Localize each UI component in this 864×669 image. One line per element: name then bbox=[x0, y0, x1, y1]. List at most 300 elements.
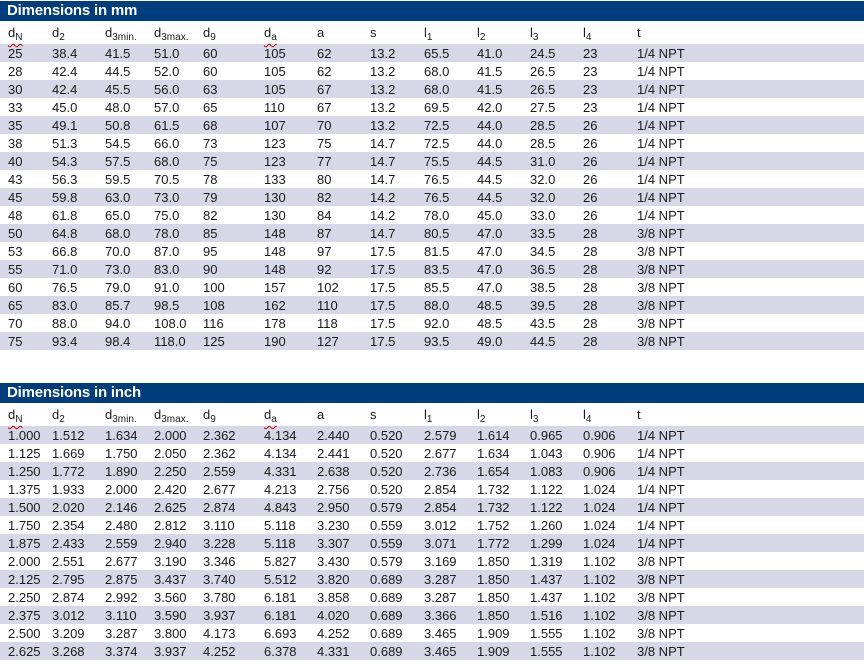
table-cell-d9: 60 bbox=[203, 45, 218, 61]
dimensions-table-inch bbox=[0, 403, 864, 660]
table-cell-da: 178 bbox=[264, 315, 286, 331]
table-cell-l1: 3.071 bbox=[424, 535, 457, 551]
table-cell-l1: 76.5 bbox=[424, 171, 450, 187]
table-cell-d3max: 73.0 bbox=[154, 189, 180, 205]
column-header-subscript: 3max. bbox=[161, 32, 189, 43]
table-cell-d3min: 2.875 bbox=[105, 571, 138, 587]
table-cell-d3max: 56.0 bbox=[154, 81, 180, 97]
table-cell-l4: 26 bbox=[583, 135, 598, 151]
table-cell-dN: 55 bbox=[8, 261, 23, 277]
table-cell-t: 3/8 NPT bbox=[637, 643, 685, 659]
table-cell-t: 1/4 NPT bbox=[637, 481, 685, 497]
dimensions-table-mm bbox=[0, 21, 864, 350]
table-cell-d9: 3.937 bbox=[203, 607, 236, 623]
table-cell-d2: 38.4 bbox=[52, 45, 78, 61]
table-cell-l3: 1.319 bbox=[530, 553, 563, 569]
table-cell-d2: 2.433 bbox=[52, 535, 85, 551]
table-cell-d3min: 63.0 bbox=[105, 189, 131, 205]
table-cell-t: 1/4 NPT bbox=[637, 117, 685, 133]
table-cell-l4: 1.102 bbox=[583, 589, 616, 605]
table-cell-d3min: 79.0 bbox=[105, 279, 131, 295]
table-cell-d3max: 3.937 bbox=[154, 643, 187, 659]
table-cell-s: 0.520 bbox=[370, 445, 403, 461]
table-cell-s: 13.2 bbox=[370, 45, 396, 61]
column-header-d3max bbox=[154, 403, 203, 426]
table-cell-d3min: 1.890 bbox=[105, 463, 138, 479]
table-row bbox=[0, 606, 864, 624]
table-cell-d3min: 73.0 bbox=[105, 261, 131, 277]
table-cell-t: 3/8 NPT bbox=[637, 297, 685, 313]
table-cell-l4: 26 bbox=[583, 189, 598, 205]
table-row bbox=[0, 588, 864, 606]
table-row bbox=[0, 296, 864, 314]
column-header-s bbox=[370, 403, 424, 426]
table-cell-d3max: 3.590 bbox=[154, 607, 187, 623]
table-cell-l3: 0.965 bbox=[530, 427, 563, 443]
table-cell-da: 157 bbox=[264, 279, 286, 295]
table-cell-d3min: 2.480 bbox=[105, 517, 138, 533]
table-cell-l1: 80.5 bbox=[424, 225, 450, 241]
table-cell-a: 67 bbox=[317, 81, 332, 97]
table-cell-d9: 2.362 bbox=[203, 427, 236, 443]
table-cell-d9: 3.110 bbox=[203, 517, 235, 533]
table-cell-l1: 72.5 bbox=[424, 117, 450, 133]
table-cell-t: 1/4 NPT bbox=[637, 535, 685, 551]
table-cell-a: 127 bbox=[317, 333, 339, 349]
table-cell-dN: 1.500 bbox=[8, 499, 41, 515]
table-cell-d2: 59.8 bbox=[52, 189, 78, 205]
table-cell-dN: 1.000 bbox=[8, 427, 41, 443]
table-cell-d3min: 98.4 bbox=[105, 333, 131, 349]
table-cell-l4: 1.024 bbox=[583, 499, 616, 515]
column-header-label: $d_{3max.}$ bbox=[154, 407, 189, 425]
table-cell-a: 92 bbox=[317, 261, 332, 277]
table-cell-l2: 45.0 bbox=[477, 207, 503, 223]
table-cell-dN: 30 bbox=[8, 81, 23, 97]
table-cell-l4: 26 bbox=[583, 117, 598, 133]
table-cell-t: 3/8 NPT bbox=[637, 589, 685, 605]
table-cell-d2: 66.8 bbox=[52, 243, 78, 259]
table-cell-l2: 1.850 bbox=[477, 589, 510, 605]
table-cell-s: 0.579 bbox=[370, 499, 403, 515]
table-cell-l3: 1.260 bbox=[530, 517, 563, 533]
table-cell-l1: 81.5 bbox=[424, 243, 450, 259]
table-cell-d3min: 2.146 bbox=[105, 499, 138, 515]
table-cell-d9: 116 bbox=[203, 315, 224, 331]
table-cell-da: 4.134 bbox=[264, 445, 297, 461]
table-cell-s: 0.520 bbox=[370, 427, 403, 443]
table-cell-l1: 3.287 bbox=[424, 589, 457, 605]
table-row bbox=[0, 498, 864, 516]
table-cell-d3max: 75.0 bbox=[154, 207, 180, 223]
table-row bbox=[0, 44, 864, 62]
table-cell-da: 6.693 bbox=[264, 625, 297, 641]
table-cell-d9: 85 bbox=[203, 225, 218, 241]
table-title-bar bbox=[0, 383, 864, 403]
table-cell-s: 0.579 bbox=[370, 553, 403, 569]
table-cell-t: 3/8 NPT bbox=[637, 571, 685, 587]
column-header-d2 bbox=[52, 21, 105, 44]
table-cell-d3max: 87.0 bbox=[154, 243, 180, 259]
table-row bbox=[0, 152, 864, 170]
table-cell-da: 105 bbox=[264, 63, 286, 79]
table-cell-d2: 49.1 bbox=[52, 117, 78, 133]
table-cell-d9: 3.228 bbox=[203, 535, 236, 551]
column-header-da bbox=[264, 403, 317, 426]
column-header-subscript: 2 bbox=[59, 32, 65, 43]
table-cell-l2: 41.5 bbox=[477, 81, 503, 97]
column-header-label: $d_a$ bbox=[264, 407, 277, 425]
table-cell-l3: 33.0 bbox=[530, 207, 556, 223]
table-cell-s: 14.7 bbox=[370, 225, 396, 241]
table-cell-d2: 1.669 bbox=[52, 445, 85, 461]
table-cell-d2: 3.209 bbox=[52, 625, 85, 641]
table-cell-t: 1/4 NPT bbox=[637, 81, 685, 97]
table-cell-l3: 28.5 bbox=[530, 135, 556, 151]
table-cell-l2: 48.5 bbox=[477, 315, 503, 331]
table-cell-l2: 44.0 bbox=[477, 135, 503, 151]
table-cell-s: 13.2 bbox=[370, 81, 396, 97]
table-cell-l3: 36.5 bbox=[530, 261, 556, 277]
table-row bbox=[0, 224, 864, 242]
table-cell-dN: 2.250 bbox=[8, 589, 41, 605]
table-cell-a: 3.430 bbox=[317, 553, 350, 569]
table-cell-l3: 26.5 bbox=[530, 81, 556, 97]
table-cell-da: 162 bbox=[264, 297, 286, 313]
table-cell-d2: 93.4 bbox=[52, 333, 78, 349]
table-cell-t: 1/4 NPT bbox=[637, 427, 685, 443]
table-cell-l4: 1.024 bbox=[583, 535, 616, 551]
table-row bbox=[0, 278, 864, 296]
table-cell-d3max: 3.437 bbox=[154, 571, 187, 587]
header-row bbox=[0, 403, 864, 426]
table-cell-l4: 28 bbox=[583, 225, 598, 241]
column-header-s bbox=[370, 21, 424, 44]
table-row bbox=[0, 426, 864, 444]
table-cell-dN: 1.375 bbox=[8, 481, 41, 497]
table-cell-a: 2.440 bbox=[317, 427, 350, 443]
table-cell-t: 1/4 NPT bbox=[637, 63, 685, 79]
table-cell-l4: 26 bbox=[583, 207, 598, 223]
column-header-d9 bbox=[203, 21, 264, 44]
table-cell-l2: 1.654 bbox=[477, 463, 510, 479]
table-cell-s: 17.5 bbox=[370, 333, 396, 349]
table-cell-da: 4.843 bbox=[264, 499, 297, 515]
table-cell-l2: 1.850 bbox=[477, 553, 510, 569]
column-header-a bbox=[317, 403, 370, 426]
table-cell-l4: 1.102 bbox=[583, 553, 616, 569]
table-cell-d9: 2.874 bbox=[203, 499, 236, 515]
table-cell-d9: 3.346 bbox=[203, 553, 236, 569]
column-header-t bbox=[637, 403, 864, 426]
table-cell-t: 1/4 NPT bbox=[637, 153, 685, 169]
table-cell-s: 17.5 bbox=[370, 297, 396, 313]
table-cell-l4: 1.102 bbox=[583, 643, 616, 659]
table-cell-da: 5.118 bbox=[264, 535, 296, 551]
table-title: Dimensions in inch bbox=[7, 384, 141, 401]
table-cell-d3max: 2.940 bbox=[154, 535, 187, 551]
table-cell-dN: 2.125 bbox=[8, 571, 41, 587]
column-header-label: $d_2$ bbox=[52, 25, 65, 43]
table-cell-l3: 32.0 bbox=[530, 189, 556, 205]
table-cell-l4: 0.906 bbox=[583, 463, 616, 479]
table-cell-l1: 76.5 bbox=[424, 189, 450, 205]
table-cell-l4: 23 bbox=[583, 81, 598, 97]
table-cell-d3max: 3.800 bbox=[154, 625, 187, 641]
table-cell-l3: 34.5 bbox=[530, 243, 556, 259]
table-cell-d3max: 91.0 bbox=[154, 279, 180, 295]
table-cell-t: 1/4 NPT bbox=[637, 99, 685, 115]
table-cell-da: 123 bbox=[264, 135, 286, 151]
table-cell-d9: 100 bbox=[203, 279, 225, 295]
table-cell-l4: 23 bbox=[583, 99, 598, 115]
table-cell-l1: 93.5 bbox=[424, 333, 450, 349]
table-cell-dN: 1.750 bbox=[8, 517, 41, 533]
table-cell-l4: 0.906 bbox=[583, 445, 616, 461]
table-cell-d2: 61.8 bbox=[52, 207, 78, 223]
table-cell-s: 14.7 bbox=[370, 171, 396, 187]
table-cell-t: 1/4 NPT bbox=[637, 135, 685, 151]
table-cell-l2: 1.732 bbox=[477, 499, 510, 515]
table-cell-dN: 48 bbox=[8, 207, 23, 223]
table-cell-l2: 47.0 bbox=[477, 243, 503, 259]
table-cell-d3max: 51.0 bbox=[154, 45, 180, 61]
table-cell-d2: 2.551 bbox=[52, 553, 85, 569]
table-cell-l4: 26 bbox=[583, 153, 598, 169]
table-row bbox=[0, 116, 864, 134]
table-row bbox=[0, 134, 864, 152]
table-cell-d3max: 2.812 bbox=[154, 517, 187, 533]
table-cell-dN: 65 bbox=[8, 297, 23, 313]
column-header-label: $d_9$ bbox=[203, 25, 216, 43]
table-cell-s: 13.2 bbox=[370, 63, 396, 79]
table-cell-l3: 32.0 bbox=[530, 171, 556, 187]
column-header-d3max bbox=[154, 21, 203, 44]
table-cell-d2: 71.0 bbox=[52, 261, 78, 277]
table-cell-l1: 75.5 bbox=[424, 153, 450, 169]
table-cell-l3: 39.5 bbox=[530, 297, 556, 313]
table-cell-a: 3.230 bbox=[317, 517, 350, 533]
table-cell-dN: 2.625 bbox=[8, 643, 41, 659]
column-header-label: a bbox=[317, 25, 325, 40]
column-header-subscript: N bbox=[15, 32, 23, 43]
table-cell-da: 4.331 bbox=[264, 463, 297, 479]
table-cell-l1: 3.287 bbox=[424, 571, 457, 587]
table-cell-l2: 41.5 bbox=[477, 63, 503, 79]
table-cell-t: 3/8 NPT bbox=[637, 553, 685, 569]
column-header-subscript: 1 bbox=[426, 32, 433, 43]
table-cell-s: 14.2 bbox=[370, 189, 396, 205]
table-cell-l3: 28.5 bbox=[530, 117, 556, 133]
table-cell-d3min: 2.559 bbox=[105, 535, 138, 551]
table-cell-d2: 83.0 bbox=[52, 297, 78, 313]
table-cell-da: 130 bbox=[264, 207, 286, 223]
table-cell-l2: 42.0 bbox=[477, 99, 503, 115]
table-cell-da: 4.134 bbox=[264, 427, 297, 443]
table-cell-l2: 1.850 bbox=[477, 571, 510, 587]
table-cell-l4: 1.102 bbox=[583, 571, 616, 587]
table-cell-s: 0.520 bbox=[370, 463, 403, 479]
table-cell-a: 82 bbox=[317, 189, 332, 205]
column-header-label: $d_a$ bbox=[264, 25, 277, 43]
column-header-subscript: 3 bbox=[532, 414, 539, 425]
table-row bbox=[0, 552, 864, 570]
table-cell-l4: 28 bbox=[583, 333, 598, 349]
table-cell-d3min: 2.677 bbox=[105, 553, 138, 569]
table-row bbox=[0, 314, 864, 332]
table-cell-s: 0.559 bbox=[370, 517, 403, 533]
table-cell-l1: 88.0 bbox=[424, 297, 450, 313]
column-header-l4 bbox=[583, 21, 637, 44]
table-cell-l4: 23 bbox=[583, 63, 598, 79]
table-cell-a: 67 bbox=[317, 99, 332, 115]
table-cell-s: 0.520 bbox=[370, 481, 403, 497]
table-cell-t: 1/4 NPT bbox=[637, 45, 685, 61]
table-cell-l3: 1.083 bbox=[530, 463, 563, 479]
table-cell-t: 1/4 NPT bbox=[637, 463, 685, 479]
column-header-d2 bbox=[52, 403, 105, 426]
table-cell-d9: 4.173 bbox=[203, 625, 236, 641]
table-cell-da: 123 bbox=[264, 153, 286, 169]
table-cell-da: 148 bbox=[264, 261, 286, 277]
table-cell-da: 6.181 bbox=[264, 607, 297, 623]
column-header-label: $l_1$ bbox=[424, 25, 433, 43]
column-header-l2 bbox=[477, 403, 530, 426]
table-cell-da: 190 bbox=[264, 333, 286, 349]
table-cell-d9: 2.559 bbox=[203, 463, 236, 479]
table-cell-d9: 2.677 bbox=[203, 481, 236, 497]
table-cell-l1: 2.736 bbox=[424, 463, 457, 479]
column-header-label: $l_3$ bbox=[530, 407, 539, 425]
table-row bbox=[0, 534, 864, 552]
table-cell-l1: 85.5 bbox=[424, 279, 450, 295]
table-cell-a: 75 bbox=[317, 135, 332, 151]
table-cell-d3min: 2.000 bbox=[105, 481, 138, 497]
table-cell-d3min: 3.287 bbox=[105, 625, 138, 641]
column-header-label: $l_3$ bbox=[530, 25, 539, 43]
table-cell-d3max: 2.420 bbox=[154, 481, 187, 497]
table-cell-d3max: 3.560 bbox=[154, 589, 187, 605]
column-header-da bbox=[264, 21, 317, 44]
column-header-label: $l_2$ bbox=[477, 25, 486, 43]
table-cell-l1: 3.465 bbox=[424, 625, 457, 641]
table-cell-dN: 40 bbox=[8, 153, 23, 169]
table-cell-d3min: 85.7 bbox=[105, 297, 131, 313]
table-cell-dN: 53 bbox=[8, 243, 23, 259]
column-header-a bbox=[317, 21, 370, 44]
table-cell-t: 1/4 NPT bbox=[637, 171, 685, 187]
table-cell-dN: 1.250 bbox=[8, 463, 41, 479]
table-cell-d3min: 68.0 bbox=[105, 225, 131, 241]
column-header-label: t bbox=[637, 25, 641, 40]
table-row bbox=[0, 624, 864, 642]
table-cell-s: 17.5 bbox=[370, 279, 396, 295]
table-cell-l1: 2.854 bbox=[424, 481, 457, 497]
column-header-subscript: 3 bbox=[532, 32, 539, 43]
table-cell-dN: 35 bbox=[8, 117, 23, 133]
table-cell-t: 3/8 NPT bbox=[637, 625, 685, 641]
column-header-label: $l_1$ bbox=[424, 407, 433, 425]
table-cell-da: 110 bbox=[264, 99, 285, 115]
table-cell-d2: 2.795 bbox=[52, 571, 85, 587]
table-cell-l2: 41.0 bbox=[477, 45, 503, 61]
table-cell-l4: 28 bbox=[583, 297, 598, 313]
table-cell-d2: 54.3 bbox=[52, 153, 78, 169]
column-header-subscript: 3min. bbox=[112, 32, 137, 43]
table-cell-s: 17.5 bbox=[370, 261, 396, 277]
table-cell-d9: 73 bbox=[203, 135, 218, 151]
table-cell-d3min: 57.5 bbox=[105, 153, 131, 169]
table-cell-t: 3/8 NPT bbox=[637, 607, 685, 623]
table-cell-l4: 1.102 bbox=[583, 625, 616, 641]
table-cell-d3max: 70.5 bbox=[154, 171, 180, 187]
column-header-label: a bbox=[317, 407, 325, 422]
table-cell-l3: 1.122 bbox=[530, 481, 563, 497]
column-header-dN bbox=[0, 21, 52, 44]
column-header-label: $l_4$ bbox=[583, 25, 592, 43]
table-row bbox=[0, 206, 864, 224]
table-cell-l1: 78.0 bbox=[424, 207, 450, 223]
table-cell-l3: 27.5 bbox=[530, 99, 556, 115]
table-cell-d9: 90 bbox=[203, 261, 218, 277]
table-cell-l3: 24.5 bbox=[530, 45, 556, 61]
column-header-label: $d_2$ bbox=[52, 407, 65, 425]
table-cell-s: 0.559 bbox=[370, 535, 403, 551]
table-cell-dN: 75 bbox=[8, 333, 23, 349]
table-cell-t: 3/8 NPT bbox=[637, 315, 685, 331]
table-cell-l3: 1.555 bbox=[530, 643, 563, 659]
header-row bbox=[0, 21, 864, 44]
table-cell-da: 107 bbox=[264, 117, 286, 133]
table-cell-l1: 69.5 bbox=[424, 99, 450, 115]
table-cell-d9: 125 bbox=[203, 333, 225, 349]
table-cell-d2: 64.8 bbox=[52, 225, 78, 241]
table-cell-s: 0.689 bbox=[370, 589, 403, 605]
table-cell-d2: 1.772 bbox=[52, 463, 85, 479]
table-cell-l3: 1.437 bbox=[530, 589, 563, 605]
table-cell-da: 130 bbox=[264, 189, 286, 205]
table-cell-d3min: 48.0 bbox=[105, 99, 131, 115]
column-header-l2 bbox=[477, 21, 530, 44]
table-cell-a: 84 bbox=[317, 207, 332, 223]
column-header-l1 bbox=[424, 21, 477, 44]
table-cell-a: 2.950 bbox=[317, 499, 350, 515]
table-cell-d9: 108 bbox=[203, 297, 225, 313]
table-cell-l4: 28 bbox=[583, 261, 598, 277]
column-header-subscript: 3max. bbox=[161, 414, 189, 425]
table-cell-s: 0.689 bbox=[370, 607, 403, 623]
table-cell-da: 148 bbox=[264, 243, 286, 259]
table-row bbox=[0, 444, 864, 462]
table-cell-l1: 2.677 bbox=[424, 445, 457, 461]
column-header-subscript: a bbox=[271, 414, 277, 425]
table-cell-da: 148 bbox=[264, 225, 286, 241]
table-cell-d2: 56.3 bbox=[52, 171, 78, 187]
table-row bbox=[0, 260, 864, 278]
table-cell-d3max: 98.5 bbox=[154, 297, 180, 313]
table-cell-d3min: 45.5 bbox=[105, 81, 131, 97]
table-cell-d3max: 2.625 bbox=[154, 499, 187, 515]
table-cell-d3min: 70.0 bbox=[105, 243, 131, 259]
table-cell-d3min: 1.634 bbox=[105, 427, 138, 443]
table-cell-d9: 78 bbox=[203, 171, 218, 187]
table-cell-d9: 82 bbox=[203, 207, 218, 223]
table-cell-d2: 76.5 bbox=[52, 279, 78, 295]
column-header-subscript: a bbox=[271, 32, 277, 43]
table-cell-t: 3/8 NPT bbox=[637, 333, 685, 349]
table-cell-d9: 63 bbox=[203, 81, 218, 97]
table-cell-d3max: 57.0 bbox=[154, 99, 180, 115]
